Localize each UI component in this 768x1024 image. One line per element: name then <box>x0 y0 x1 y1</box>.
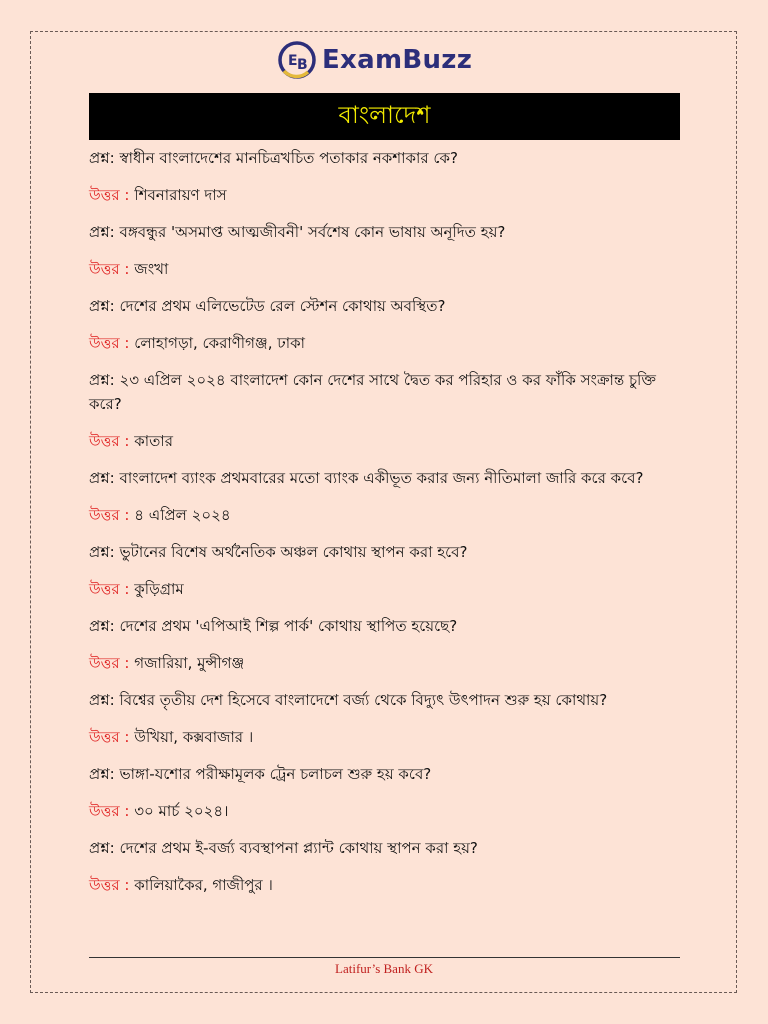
answer-label: উত্তর : <box>89 432 130 450</box>
answer <box>89 799 684 823</box>
answer-text: লোহাগড়া, কেরাণীগঞ্জ, ঢাকা <box>134 334 305 352</box>
answer-text: গজারিয়া, মুন্সীগঞ্জ <box>134 654 245 672</box>
answer <box>89 873 684 897</box>
answer-text: উখিয়া, কক্সবাজার । <box>134 728 254 746</box>
qa-list <box>89 146 684 910</box>
question-text: দেশের প্রথম 'এপিআই শিল্প পার্ক' কোথায় স্থাপিত হয়েছে? <box>119 617 458 635</box>
question-text: বিশ্বের তৃতীয় দেশ হিসেবে বাংলাদেশে বর্জ্য থেকে বিদ্যুৎ উৎপাদন শুরু হয় কোথায়? <box>119 691 608 709</box>
question <box>89 836 684 860</box>
answer-text: ৩০ মার্চ ২০২৪। <box>134 802 229 820</box>
question-text: ভাঙ্গা-যশোর পরীক্ষামূলক ট্রেন চলাচল শুরু হয় কবে? <box>119 765 432 783</box>
answer <box>89 429 684 453</box>
question <box>89 220 684 244</box>
question-label: প্রশ্ন: <box>89 617 115 635</box>
brand-name: ExamBuzz <box>322 45 473 75</box>
answer-label: উত্তর : <box>89 654 130 672</box>
question <box>89 614 684 638</box>
question <box>89 294 684 318</box>
question-label: প্রশ্ন: <box>89 223 115 241</box>
answer-label: উত্তর : <box>89 728 130 746</box>
question-label: প্রশ্ন: <box>89 543 115 561</box>
answer-label: উত্তর : <box>89 580 130 598</box>
question-label: প্রশ্ন: <box>89 691 115 709</box>
question <box>89 146 684 170</box>
banner-title: বাংলাদেশ <box>338 100 431 129</box>
question <box>89 688 684 712</box>
answer-text: কাতার <box>134 432 173 450</box>
question <box>89 466 684 490</box>
svg-text:B: B <box>297 57 308 73</box>
answer <box>89 331 684 355</box>
answer-label: উত্তর : <box>89 334 130 352</box>
answer-label: উত্তর : <box>89 876 130 894</box>
footer-text: Latifur’s Bank GK <box>335 961 433 976</box>
svg-text:E: E <box>288 53 298 69</box>
answer <box>89 651 684 675</box>
question-label: প্রশ্ন: <box>89 371 115 389</box>
footer-divider <box>89 957 680 958</box>
exambuzz-logo-icon <box>278 41 316 79</box>
question-text: ভুটানের বিশেষ অর্থনৈতিক অঞ্চল কোথায় স্থাপন করা হবে? <box>119 543 468 561</box>
answer-text: ৪ এপ্রিল ২০২৪ <box>134 506 231 524</box>
exambuzz-logo <box>278 40 472 80</box>
question-label: প্রশ্ন: <box>89 765 115 783</box>
answer-text: শিবনারায়ণ দাস <box>134 186 227 204</box>
question <box>89 368 684 416</box>
answer-text: কালিয়াকৈর, গাজীপুর । <box>134 876 273 894</box>
answer-text: জংখা <box>134 260 169 278</box>
answer <box>89 183 684 207</box>
answer <box>89 725 684 749</box>
question-text: দেশের প্রথম ই-বর্জ্য ব্যবস্থাপনা প্ল্যান্ট কোথায় স্থাপন করা হয়? <box>119 839 478 857</box>
question-text: দেশের প্রথম এলিভেটেড রেল স্টেশন কোথায় অবস্থিত? <box>119 297 446 315</box>
question-label: প্রশ্ন: <box>89 839 115 857</box>
section-banner <box>89 93 680 140</box>
answer <box>89 577 684 601</box>
answer-label: উত্তর : <box>89 802 130 820</box>
question <box>89 762 684 786</box>
question-text: ২৩ এপ্রিল ২০২৪ বাংলাদেশ কোন দেশের সাথে দ্বৈত কর পরিহার ও কর ফাঁকি সংক্রান্ত চুক্তি করে? <box>89 371 656 413</box>
question-text: বঙ্গবন্ধুর 'অসমাপ্ত আত্মজীবনী' সর্বশেষ কোন ভাষায় অনূদিত হয়? <box>119 223 506 241</box>
question <box>89 540 684 564</box>
question-text: স্বাধীন বাংলাদেশের মানচিত্রখচিত পতাকার নকশাকার কে? <box>119 149 458 167</box>
answer <box>89 503 684 527</box>
answer-label: উত্তর : <box>89 186 130 204</box>
question-label: প্রশ্ন: <box>89 297 115 315</box>
question-text: বাংলাদেশ ব্যাংক প্রথমবারের মতো ব্যাংক একীভূত করার জন্য নীতিমালা জারি করে কবে? <box>119 469 644 487</box>
answer <box>89 257 684 281</box>
answer-label: উত্তর : <box>89 506 130 524</box>
question-label: প্রশ্ন: <box>89 469 115 487</box>
answer-text: কুড়িগ্রাম <box>134 580 184 598</box>
answer-label: উত্তর : <box>89 260 130 278</box>
question-label: প্রশ্ন: <box>89 149 115 167</box>
